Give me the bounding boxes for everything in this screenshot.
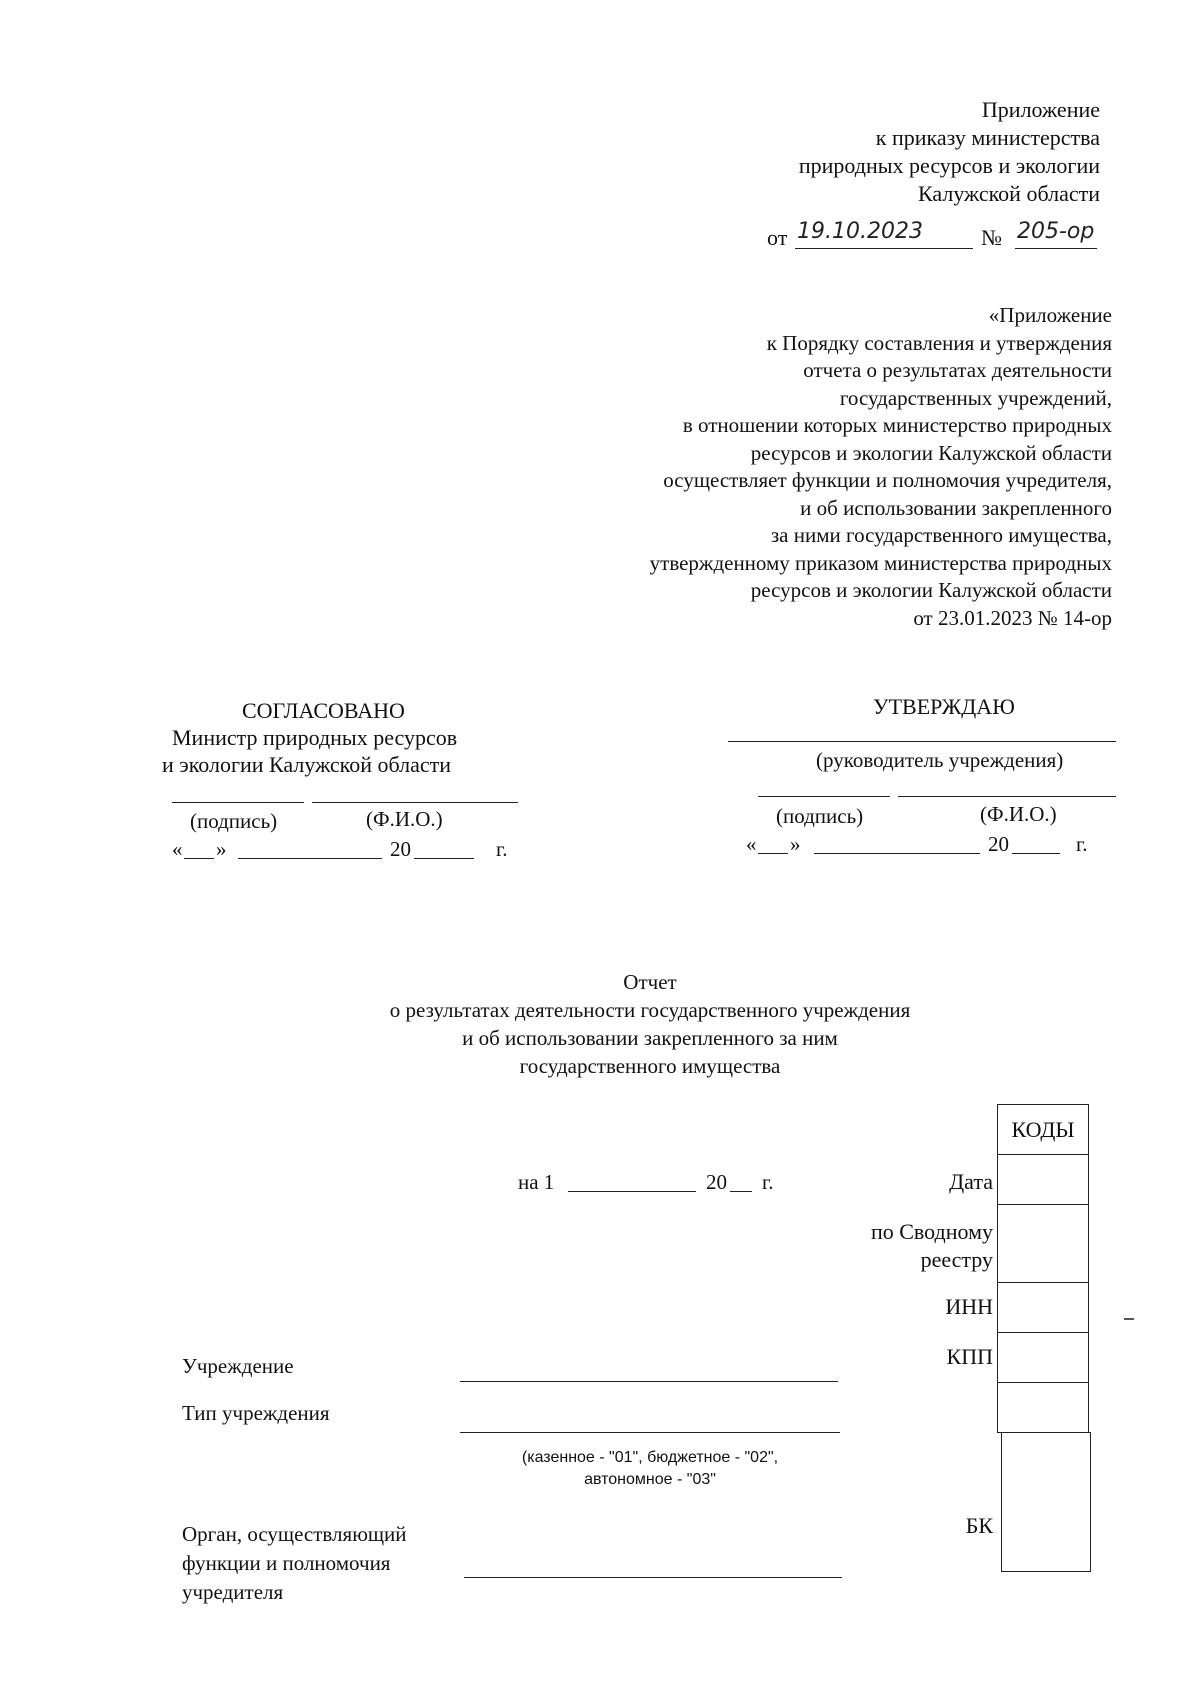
order-date-value: 19.10.2023 (797, 219, 923, 244)
code-cell-bk (1001, 1432, 1091, 1572)
agreed-year-prefix: 20 (390, 837, 411, 861)
approve-year-suffix: г. (1076, 832, 1088, 856)
organ-label-line-1: Орган, осуществляющий (182, 1522, 407, 1546)
appendix-line: за ними государственного имущества, (770, 523, 1112, 547)
appendix-line: утвержденному приказом министерства природных (649, 550, 1112, 575)
approve-sign-label: (подпись) (776, 804, 864, 828)
code-cell-date (997, 1154, 1089, 1205)
approve-fio-line (898, 796, 1116, 797)
order-date-prefix: от (767, 225, 788, 250)
code-label-date: Дата (949, 1169, 993, 1194)
report-year-line (730, 1191, 752, 1192)
report-month-line (568, 1191, 696, 1192)
code-cell-inn (997, 1282, 1089, 1333)
order-number-value: 205-ор (1017, 219, 1095, 244)
report-title-line: государственного имущества (519, 1054, 781, 1078)
report-date-suffix: г. (762, 1170, 774, 1194)
agreed-sign-label: (подпись) (190, 809, 278, 833)
order-date-underline (795, 248, 973, 249)
report-year-prefix: 20 (706, 1170, 727, 1194)
approve-title: УТВЕРЖДАЮ (873, 694, 1015, 719)
codes-table (997, 1104, 1089, 1572)
codes-header-cell (997, 1104, 1089, 1155)
report-title-block (300, 968, 1000, 1080)
institution-label: Учреждение (182, 1354, 294, 1378)
appendix-block (552, 302, 1112, 632)
approve-year-prefix: 20 (988, 832, 1009, 856)
appendix-line: ресурсов и экологии Калужской области (750, 440, 1112, 465)
code-cell-registry (997, 1204, 1089, 1283)
order-number-prefix: № (981, 225, 1002, 250)
institution-line[interactable] (460, 1381, 838, 1382)
type-hint (460, 1447, 840, 1491)
organ-label (182, 1520, 407, 1607)
agreed-date-open: « (172, 837, 183, 861)
code-label-registry-2: реестру (920, 1247, 993, 1272)
agreed-line-1: Министр природных ресурсов (172, 725, 458, 750)
approve-head-line (728, 741, 1116, 742)
report-date-prefix: на 1 (518, 1170, 555, 1194)
appendix-line: и об использовании закрепленного (800, 495, 1112, 520)
appendix-line: осуществляет функции и полномочия учредителя, (663, 468, 1112, 492)
header-line: природных ресурсов и экологии (798, 153, 1100, 178)
codes-header: КОДЫ (1011, 1116, 1075, 1142)
order-number-underline (1015, 248, 1097, 249)
code-cell-type (997, 1382, 1089, 1433)
report-title-line: и об использовании закрепленного за ним (462, 1026, 838, 1050)
type-hint-line-2: автономное - "03" (584, 1471, 716, 1488)
code-label-registry-1: по Сводному (870, 1219, 993, 1244)
approve-year-line (1012, 853, 1060, 854)
agreed-title: СОГЛАСОВАНО (242, 698, 405, 723)
approve-head-label: (руководитель учреждения) (816, 748, 1064, 772)
appendix-line: «Приложение (988, 303, 1112, 327)
order-date-row (767, 219, 1127, 256)
organ-label-line-2: функции и полномочия (182, 1551, 391, 1575)
appendix-line: ресурсов и экологии Калужской области (750, 578, 1112, 602)
agreed-day-line (184, 858, 214, 859)
report-title-line: Отчет (623, 970, 677, 994)
type-hint-line-1: (казенное - "01", бюджетное - "02", (521, 1449, 779, 1466)
approve-day-line (758, 853, 788, 854)
agreed-date-row (172, 836, 532, 866)
agreed-date-close: » (216, 837, 227, 861)
appendix-line: в отношении которых министерство природных (682, 413, 1112, 437)
report-date-row (518, 1169, 798, 1199)
agreed-year-line (414, 858, 474, 859)
code-label-bk: БК (965, 1513, 993, 1538)
appendix-line: от 23.01.2023 № 14-ор (913, 605, 1112, 630)
organ-line[interactable] (464, 1577, 842, 1578)
appendix-line: отчета о результатах деятельности (803, 358, 1112, 382)
agreed-fio-label: (Ф.И.О.) (366, 807, 443, 831)
code-cell-kpp (997, 1332, 1089, 1383)
agreed-year-suffix: г. (496, 837, 508, 861)
approve-month-line (814, 853, 980, 854)
type-label: Тип учреждения (182, 1401, 330, 1425)
agreed-fio-line (312, 802, 518, 803)
code-label-inn: ИНН (945, 1294, 993, 1319)
agreed-sign-line (172, 802, 304, 803)
header-block (600, 96, 1100, 208)
type-line[interactable] (460, 1432, 840, 1433)
organ-label-line-3: учредителя (182, 1580, 284, 1604)
scan-mark (1124, 1318, 1134, 1320)
header-line: Приложение (981, 97, 1100, 122)
appendix-line: государственных учреждений, (839, 385, 1112, 410)
approve-date-close: » (790, 832, 801, 856)
code-label-kpp: КПП (946, 1344, 993, 1369)
report-title-line: о результатах деятельности государственного учреждения (389, 998, 911, 1022)
header-line: к приказу министерства (875, 125, 1100, 150)
header-line: Калужской области (918, 181, 1100, 206)
approve-fio-label: (Ф.И.О.) (980, 802, 1057, 826)
appendix-line: к Порядку составления и утверждения (766, 330, 1112, 355)
agreed-line-2: и экологии Калужской области (162, 752, 452, 777)
approve-sign-line (758, 796, 890, 797)
agreed-month-line (238, 858, 382, 859)
approve-date-open: « (746, 832, 757, 856)
approve-date-row (746, 831, 1106, 861)
